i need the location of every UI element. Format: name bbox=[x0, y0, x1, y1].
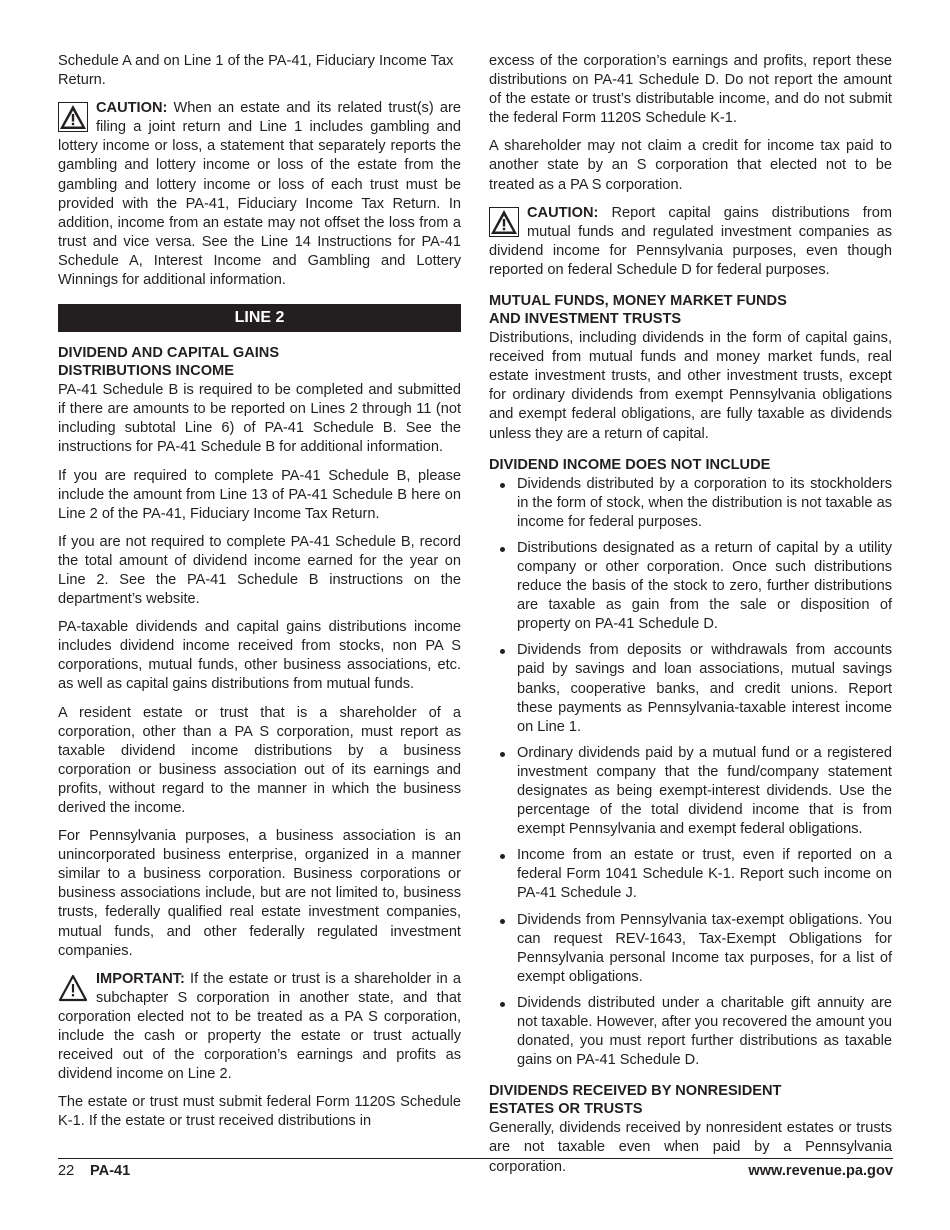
list-item: Dividends from deposits or withdrawals from accounts paid by savings and loan associations, mutual savings banks, cooperative banks, and credit unions. Report these payments as Pennsylvania-taxable interest income on Line 1. bbox=[489, 641, 892, 736]
list-item: Ordinary dividends paid by a mutual fund or a registered investment company that the fund/company statement designates as being exempt-interest dividends. Use the percentage of the total dividend income that is from exempt Pennsylvania and exempt federal obligations. bbox=[489, 744, 892, 839]
paragraph-resident-shareholder: A resident estate or trust that is a shareholder of a corporation, other than a PA S corporation, must report as taxable dividend income distributions by a business corporation or business association out of its earnings and profits, without regard to the manner in which the business derived the income. bbox=[58, 704, 461, 816]
paragraph-form-1120s: The estate or trust must submit federal Form 1120S Schedule K-1. If the estate or trust received distributions in bbox=[58, 1094, 461, 1130]
bullet-icon bbox=[500, 547, 505, 552]
important-note-s-corp bbox=[58, 970, 461, 1085]
bullet-icon bbox=[500, 919, 505, 924]
paragraph-continuation: excess of the corporation’s earnings and profits, report these distributions on PA-41 Schedule D. Do not report the amount of the estate or trust’s distributable income, and do not submit the federal Form 1120S Schedule K-1. bbox=[489, 53, 892, 127]
caution-label: CAUTION: bbox=[96, 100, 168, 117]
caution-note-gambling bbox=[58, 99, 461, 290]
list-item: Dividends distributed under a charitable gift annuity are not taxable. However, after you recovered the amount you donated, you must report further distributions as taxable gains on PA-41 Schedule D. bbox=[489, 994, 892, 1070]
dividend-section-heading: DIVIDEND AND CAPITAL GAINS DISTRIBUTIONS INCOME bbox=[58, 345, 280, 380]
list-item: Distributions designated as a return of capital by a utility company or other corporation. Once such distributions reduce the basis of the stock to zero, further distributions are taxable as gain from the sale or disposition of property on PA-41 Schedule D. bbox=[489, 539, 892, 634]
dividend-exclusions-list bbox=[489, 475, 892, 1071]
list-item: Dividends distributed by a corporation to its stockholders in the form of stock, when the distribution is not taxable as income for federal purposes. bbox=[489, 475, 892, 532]
paragraph-schedule-b-not-required: If you are not required to complete PA-41 Schedule B, record the total amount of dividend income earned for the year on Line 2. See the PA-41 Schedule B instructions on the department’s website. bbox=[58, 533, 461, 608]
dividend-exclusions-heading: DIVIDEND INCOME DOES NOT INCLUDE bbox=[489, 456, 771, 473]
left-column bbox=[58, 52, 461, 1141]
warning-icon bbox=[58, 102, 88, 132]
paragraph-schedule-b-include: If you are required to complete PA-41 Schedule B, please include the amount from Line 13 of PA-41 Schedule B here on Line 2 of the PA-41, Fiduciary Income Tax Return. bbox=[58, 467, 461, 522]
nonresident-heading: DIVIDENDS RECEIVED BY NONRESIDENT ESTATES OR TRUSTS bbox=[489, 1083, 782, 1118]
caution-text: Report capital gains distributions from mutual funds and regulated investment companies as dividend income for Pennsylvania purposes, even though reported on federal Schedule D for federal purposes. bbox=[489, 204, 892, 278]
list-item: Income from an estate or trust, even if reported on a federal Form 1041 Schedule K-1. Report such income on PA-41 Schedule J. bbox=[489, 846, 892, 903]
paragraph-business-association: For Pennsylvania purposes, a business association is an unincorporated business enterprise, organized in a manner similar to a business corporation. Business corporations or business associations include, but are not limited to, business trusts, federally qualified real estate investment companies, mutual funds, and other federally regulated investment companies. bbox=[58, 828, 461, 959]
paragraph-mutual-funds: Distributions, including dividends in the form of capital gains, received from mutual funds and money market funds, real estate investment trusts, and other investment trusts, except for ordinary dividends from exempt Pennsylvania obligations and exempt federal obligations, are fully taxable as dividends unless they are a return of capital. bbox=[489, 330, 892, 442]
mutual-funds-heading: MUTUAL FUNDS, MONEY MARKET FUNDS AND INVESTMENT TRUSTS bbox=[489, 293, 787, 328]
right-column bbox=[489, 52, 892, 1186]
bullet-icon bbox=[500, 483, 505, 488]
paragraph-nonresident: Generally, dividends received by nonresident estates or trusts are not taxable even when paid by a Pennsylvania corporation. bbox=[489, 1120, 892, 1175]
caution-note-capital-gains bbox=[489, 204, 892, 280]
paragraph-schedule-b-required: PA-41 Schedule B is required to be completed and submitted if there are amounts to be reported on Lines 2 through 11 (not including subtotal Line 6) of PA-41 Schedule B. See the instructions for PA-41 Schedule B for additional information. bbox=[58, 382, 461, 456]
line-2-banner: LINE 2 bbox=[58, 304, 461, 332]
paragraph-taxable-dividends: PA-taxable dividends and capital gains distributions income includes dividend income received from stocks, non PA S corporations, mutual funds, other business associations, etc. as well as capital gains distributions from mutual funds. bbox=[58, 619, 461, 693]
caution-text: When an estate and its related trust(s) are filing a joint return and Line 1 includes gambling and lottery income or loss, a statement that separately reports the gambling and lottery income or loss of the estate from the gambling and lottery income or loss of each trust must be provided with the PA-41, Fiduciary Income Tax Return. In addition, income from an estate may not offset the loss from a trust and vice versa. See the Line 14 Instructions for PA-41 Schedule A, Interest Income and Gambling and Lottery Winnings for additional information. bbox=[58, 100, 461, 289]
bullet-icon bbox=[500, 854, 505, 859]
bullet-icon bbox=[500, 752, 505, 757]
footer-divider bbox=[58, 1158, 893, 1159]
page-number: 22 bbox=[58, 1163, 75, 1179]
website-link[interactable]: www.revenue.pa.gov bbox=[748, 1163, 893, 1179]
form-name: PA-41 bbox=[90, 1163, 131, 1179]
bullet-icon bbox=[500, 1002, 505, 1007]
caution-label: CAUTION: bbox=[527, 204, 599, 221]
list-item: Dividends from Pennsylvania tax-exempt obligations. You can request REV-1643, Tax-Exempt Obligations for Pennsylvania personal Income tax purposes, for a list of exempt obligations. bbox=[489, 911, 892, 987]
important-label: IMPORTANT: bbox=[96, 970, 185, 987]
bullet-icon bbox=[500, 649, 505, 654]
warning-outline-icon bbox=[58, 973, 88, 1003]
important-text: If the estate or trust is a shareholder in a subchapter S corporation in another state, and that corporation elected not to be treated as a PA S corporation, include the cash or property the estate or trust actually received out of the corporation’s earnings and profits as dividend income on Line 2. bbox=[58, 970, 461, 1083]
warning-icon bbox=[489, 207, 519, 237]
intro-paragraph: Schedule A and on Line 1 of the PA-41, Fiduciary Income Tax Return. bbox=[58, 53, 454, 89]
page-footer bbox=[58, 1161, 893, 1181]
paragraph-no-credit: A shareholder may not claim a credit for income tax paid to another state by an S corporation that elected not to be treated as a PA S corporation. bbox=[489, 138, 892, 193]
